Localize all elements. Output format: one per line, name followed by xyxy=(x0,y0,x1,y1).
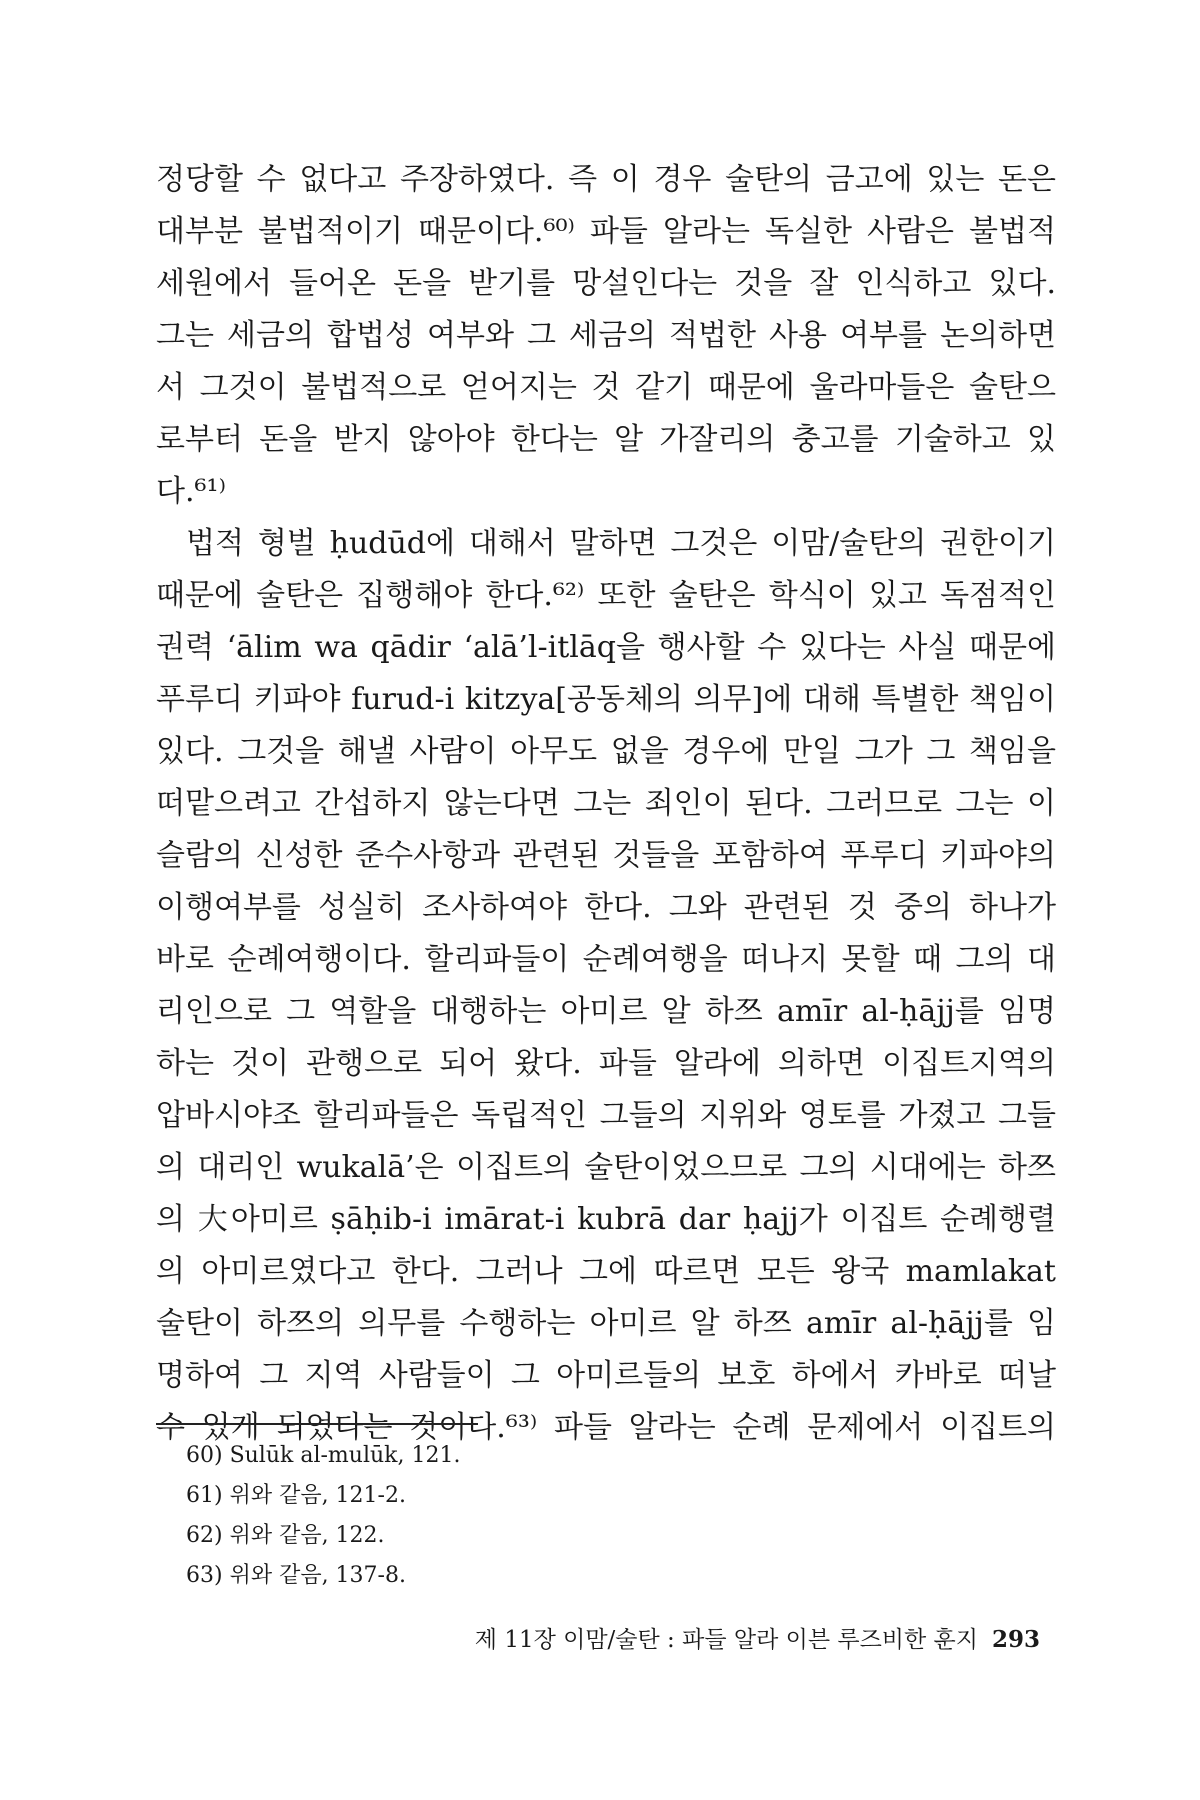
text-line: 술탄이 하쯔의 의무를 수행하는 아미르 알 하쯔 amīr al-ḥājj를 임 xyxy=(156,1306,1056,1341)
text-line: 대부분 불법적이기 때문이다.⁶⁰⁾ 파들 알라는 독실한 사람은 불법적 xyxy=(156,214,1056,249)
footnote: 61) 위와 같음, 121-2. xyxy=(186,1483,406,1508)
text-line: 하는 것이 관행으로 되어 왔다. 파들 알라에 의하면 이집트지역의 xyxy=(156,1046,1056,1081)
text-line: 정당할 수 없다고 주장하였다. 즉 이 경우 술탄의 금고에 있는 돈은 xyxy=(156,162,1056,197)
footnote: 60) Sulūk al-mulūk, 121. xyxy=(186,1443,461,1468)
chapter-running-title: 제 11장 이맘/술탄 : 파들 알라 이븐 루즈비한 훈지 xyxy=(474,1627,978,1653)
text-line: 압바시야조 할리파들은 독립적인 그들의 지위와 영토를 가졌고 그들 xyxy=(156,1098,1056,1133)
running-footer xyxy=(380,1624,1040,1656)
text-line: 리인으로 그 역할을 대행하는 아미르 알 하쯔 amīr al-ḥājj를 임명 xyxy=(156,994,1056,1029)
text-line: 의 大아미르 ṣāḥib-i imārat-i kubrā dar ḥajj가 이집트 순례행렬 xyxy=(156,1202,1056,1237)
footnote: 63) 위와 같음, 137-8. xyxy=(186,1563,406,1588)
text-line: 권력 ‘ālim wa qādir ‘alā’l-itlāq을 행사할 수 있다는 사실 때문에 xyxy=(156,630,1056,665)
text-line: 슬람의 신성한 준수사항과 관련된 것들을 포함하여 푸루디 키파야의 xyxy=(156,838,1056,873)
text-line: 의 대리인 wukalā’은 이집트의 술탄이었으므로 그의 시대에는 하쯔 xyxy=(156,1150,1056,1185)
text-line: 법적 형벌 ḥudūd에 대해서 말하면 그것은 이맘/술탄의 권한이기 xyxy=(186,526,1056,561)
text-line: 수 있게 되었다는 것이다.⁶³⁾ 파들 알라는 순례 문제에서 이집트의 xyxy=(156,1410,1056,1445)
text-line: 바로 순례여행이다. 할리파들이 순례여행을 떠나지 못할 때 그의 대 xyxy=(156,942,1056,977)
text-line: 다.⁶¹⁾ xyxy=(156,474,226,509)
text-line: 서 그것이 불법적으로 얻어지는 것 같기 때문에 울라마들은 술탄으 xyxy=(156,370,1056,405)
text-line: 그는 세금의 합법성 여부와 그 세금의 적법한 사용 여부를 논의하면 xyxy=(156,318,1056,353)
text-line: 명하여 그 지역 사람들이 그 아미르들의 보호 하에서 카바로 떠날 xyxy=(156,1358,1056,1393)
footnotes xyxy=(186,1436,886,1596)
footnote-divider xyxy=(156,1423,478,1425)
text-line: 로부터 돈을 받지 않아야 한다는 알 가잘리의 충고를 기술하고 있 xyxy=(156,422,1056,457)
body-text xyxy=(156,154,1056,1454)
text-line: 이행여부를 성실히 조사하여야 한다. 그와 관련된 것 중의 하나가 xyxy=(156,890,1056,925)
footnote: 62) 위와 같음, 122. xyxy=(186,1523,385,1548)
text-line: 푸루디 키파야 furud-i kitzya[공동체의 의무]에 대해 특별한 책임이 xyxy=(156,682,1056,717)
text-line: 때문에 술탄은 집행해야 한다.⁶²⁾ 또한 술탄은 학식이 있고 독점적인 xyxy=(156,578,1056,613)
text-line: 세원에서 들어온 돈을 받기를 망설인다는 것을 잘 인식하고 있다. xyxy=(156,266,1056,301)
page-number: 293 xyxy=(991,1626,1040,1653)
text-line: 의 아미르였다고 한다. 그러나 그에 따르면 모든 왕국 mamlakat xyxy=(156,1254,1056,1289)
text-line: 있다. 그것을 해낼 사람이 아무도 없을 경우에 만일 그가 그 책임을 xyxy=(156,734,1056,769)
text-line: 떠맡으려고 간섭하지 않는다면 그는 죄인이 된다. 그러므로 그는 이 xyxy=(156,786,1056,821)
